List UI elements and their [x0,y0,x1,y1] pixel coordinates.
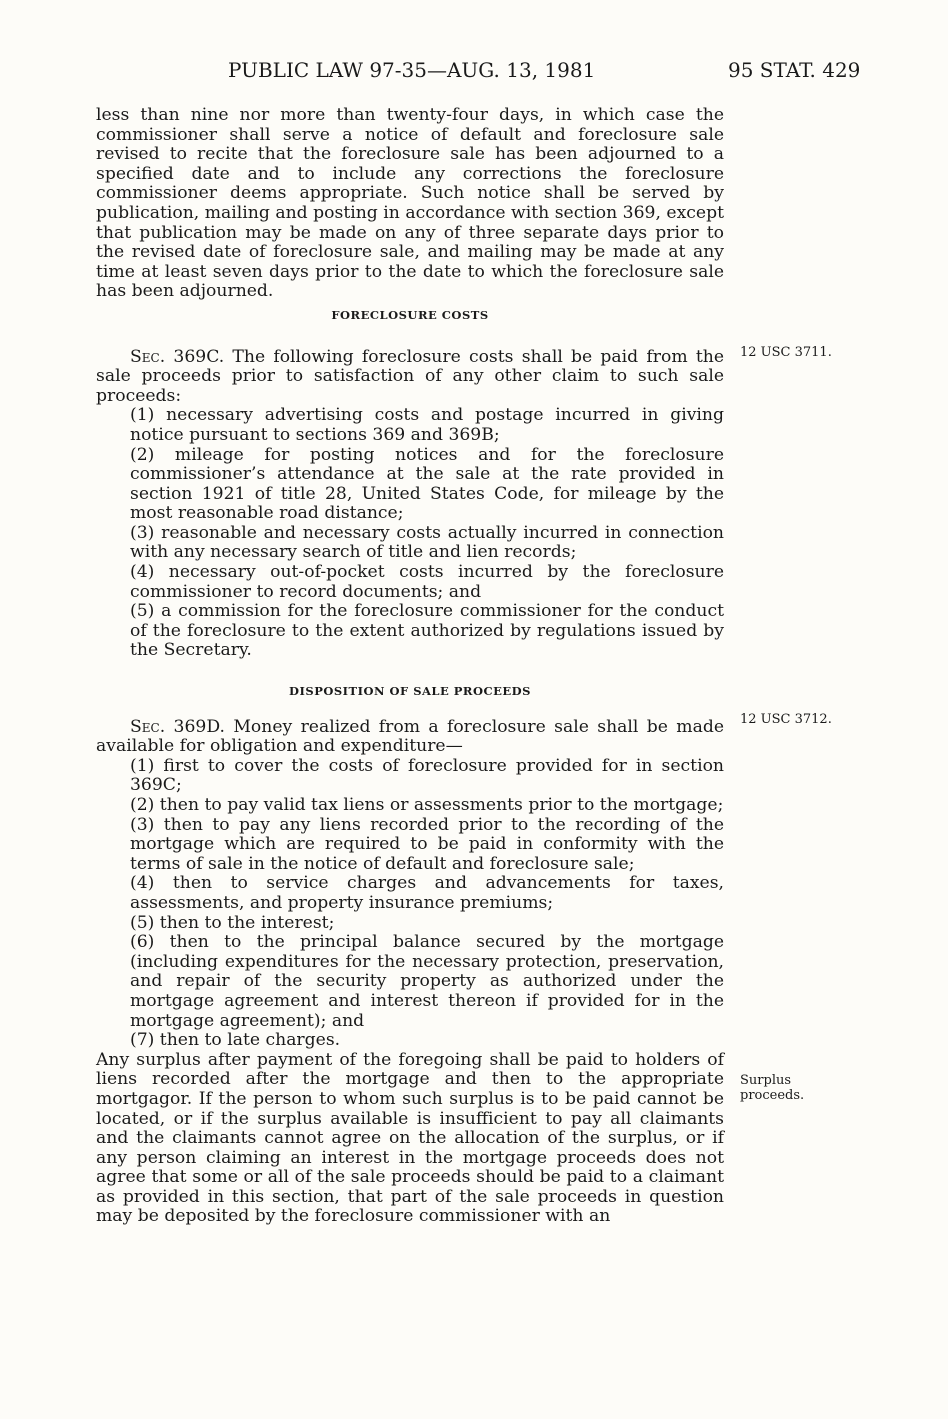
closing-paragraph: Any surplus after payment of the foregoing shall be paid to holders of liens recorded after the mortgage and then to the appropriate mortgagor. If the person to whom such surplus is to be paid cannot be located, or if the surplus available is insufficient to pay all claimants and the claimants cannot agree on the allocation of the surplus, or if any person claiming an interest in the mortgage proceeds does not agree that some or all of the sale proceeds should be paid to a claimant as provided in this section, that part of the sale proceeds in question may be deposited by the foreclosure commissioner with an [96,1049,724,1227]
list-item: (1) first to cover the costs of foreclosure provided for in section 369C; [130,755,724,796]
list-item: (2) mileage for posting notices and for the foreclosure commissioner’s attendance at the sale at the rate provided in section 1921 of title 28, United States Code, for mileage by the most reasonable road distance; [130,444,724,524]
list-item: (7) then to late charges. [130,1030,341,1051]
list-item: (1) necessary advertising costs and postage incurred in giving notice pursuant to sections 369 and 369B; [130,405,724,445]
margin-note-surplus: Surplus proceeds. [740,1073,805,1103]
page-title: PUBLIC LAW 97-35—AUG. 13, 1981 [228,58,596,82]
list-item: (4) necessary out-of-pocket costs incurred by the foreclosure commissioner to record documents; and [130,562,724,602]
list-item: (4) then to service charges and advancements for taxes, assessments, and property insurance premiums; [130,873,724,913]
sec-369c-text: 369C. The following foreclosure costs shall be paid from the sale proceeds prior to satisfaction of any other claim to such sale proceeds: [96,346,724,406]
section-heading-foreclosure-costs: FORECLOSURE COSTS [331,307,489,322]
intro-paragraph: less than nine nor more than twenty-four days, in which case the commissioner shall serve a notice of default and foreclosure sale revised to recite that the foreclosure sale has been adjourned to a specified date and to include any corrections the foreclosure commissioner deems appropriate. Such notice shall be served by publication, mailing and posting in accordance with section 369, except that publication may be made on any of three separate days prior to the revised date of foreclosure sale, and mailing may be made at any time at least seven days prior to the date to which the foreclosure sale has been adjourned. [96,105,724,302]
section-heading-disposition: DISPOSITION OF SALE PROCEEDS [289,684,531,699]
margin-citation-3712: 12 USC 3712. [740,712,832,727]
list-item: (6) then to the principal balance secured by the mortgage (including expenditures for the necessary protection, preservation, and repair of the security property as authorized under the mortgage agreement and interest thereon if provided for in the mortgage agreement); and [130,932,724,1031]
sec-369d-text: 369D. Money realized from a foreclosure sale shall be made available for obligation and expenditure— [96,716,724,757]
list-item: (2) then to pay valid tax liens or assessments prior to the mortgage; [130,795,724,815]
sec-label: Sec. [130,716,166,737]
margin-citation-3711: 12 USC 3711. [740,345,832,360]
sec-369d-paragraph [96,718,724,757]
list-item: (5) then to the interest; [130,912,335,933]
sec-369c-paragraph [96,348,724,407]
body-text [96,106,724,1227]
page-number: 95 STAT. 429 [728,58,861,82]
list-item: (5) a commission for the foreclosure commissioner for the conduct of the foreclosure to the extent authorized by regulations issued by the Secretary. [130,601,724,661]
page-header [0,58,948,88]
list-item: (3) then to pay any liens recorded prior to the recording of the mortgage which are required to be paid in conformity with the terms of sale in the notice of default and foreclosure sale; [130,814,724,874]
list-item: (3) reasonable and necessary costs actually incurred in connection with any necessary search of title and lien records; [130,522,724,563]
sec-label: Sec. [130,346,166,367]
